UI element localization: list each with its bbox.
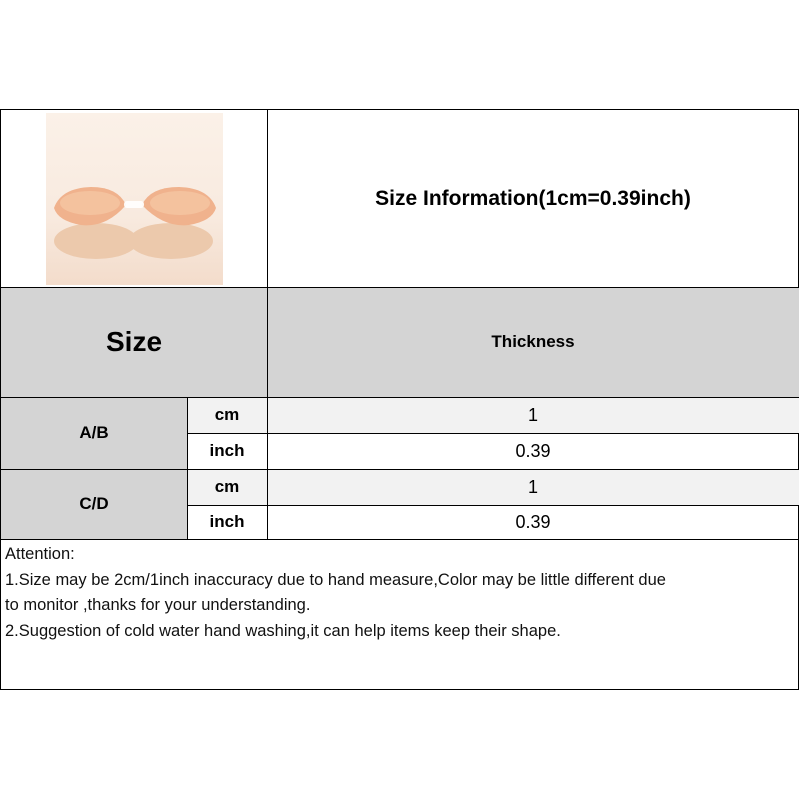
- unit-label-inch: inch: [209, 512, 245, 531]
- silicone-nipple-cover-icon: [46, 113, 223, 285]
- unit-label-cm: cm: [187, 397, 267, 433]
- grid-line: [1, 539, 799, 540]
- note-line: 1.Size may be 2cm/1inch inaccuracy due to hand measure,Color may be little different due: [5, 570, 666, 589]
- grid-line: [1, 397, 799, 398]
- grid-line: [187, 433, 799, 434]
- unit-label-inch: inch: [209, 441, 245, 460]
- thickness-value-inch: 0.39: [515, 440, 551, 461]
- product-photo: [46, 113, 223, 285]
- size-group-label: A/B: [1, 397, 187, 469]
- unit-label-cm: cm: [187, 469, 267, 505]
- size-chart-table: [0, 109, 799, 690]
- attention-heading: Attention:: [5, 545, 75, 563]
- size-header: Size: [1, 287, 267, 397]
- grid-line: [187, 505, 799, 506]
- attention-notes: [5, 542, 795, 644]
- grid-line: [187, 397, 188, 539]
- note-line: 2.Suggestion of cold water hand washing,it can help items keep their shape.: [5, 621, 561, 640]
- thickness-header: Thickness: [267, 287, 799, 397]
- grid-line: [1, 287, 799, 288]
- thickness-value-inch: 0.39: [515, 511, 551, 532]
- grid-line: [1, 469, 799, 470]
- size-information-title: Size Information(1cm=0.39inch): [375, 186, 691, 210]
- thickness-value-cm: 1: [267, 397, 799, 433]
- note-line: to monitor ,thanks for your understanding.: [5, 596, 311, 614]
- size-group-label: C/D: [1, 469, 187, 539]
- grid-line: [267, 110, 268, 539]
- thickness-value-cm: 1: [267, 469, 799, 505]
